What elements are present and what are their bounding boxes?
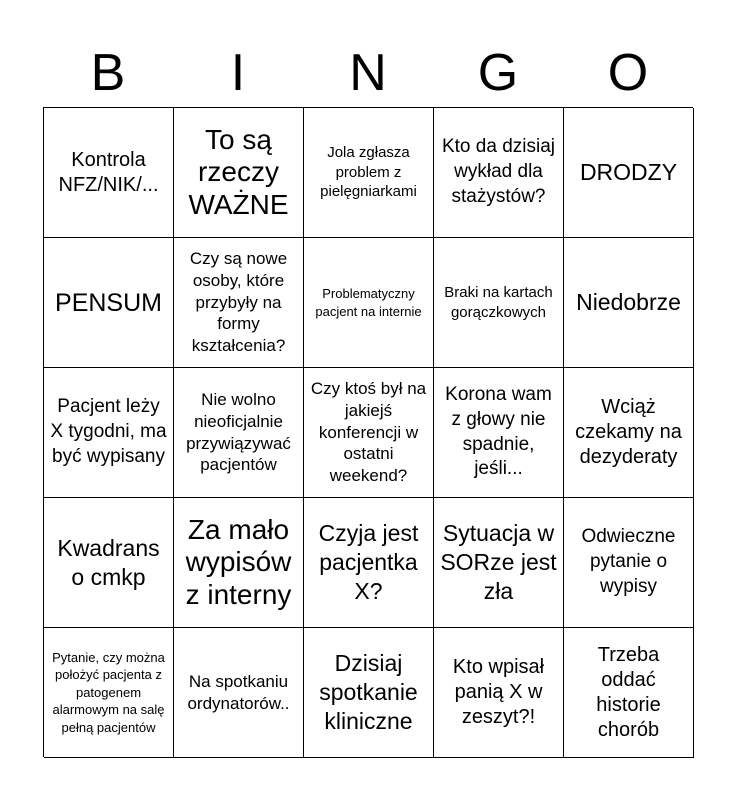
bingo-cell[interactable]: Kto wpisał panią X w zeszyt?!: [434, 628, 564, 758]
bingo-cell[interactable]: DRODZY: [564, 108, 694, 238]
bingo-cell[interactable]: Za mało wypisów z interny: [174, 498, 304, 628]
bingo-cell[interactable]: Nie wolno nieoficjalnie przywiązywać pacjentów: [174, 368, 304, 498]
bingo-cell[interactable]: Odwieczne pytanie o wypisy: [564, 498, 694, 628]
bingo-cell[interactable]: Kto da dzisiaj wykład dla stażystów?: [434, 108, 564, 238]
header-letter-n: N: [349, 44, 387, 102]
bingo-cell[interactable]: Czyja jest pacjentka X?: [304, 498, 434, 628]
bingo-cell[interactable]: Na spotkaniu ordynatorów..: [174, 628, 304, 758]
bingo-cell[interactable]: Sytuacja w SORze jest zła: [434, 498, 564, 628]
bingo-cell[interactable]: Kontrola NFZ/NIK/...: [44, 108, 174, 238]
bingo-cell[interactable]: Problematyczny pacjent na internie: [304, 238, 434, 368]
bingo-cell[interactable]: Braki na kartach gorączkowych: [434, 238, 564, 368]
header-letter-b: B: [90, 44, 126, 102]
header-letter-g: G: [477, 44, 519, 102]
bingo-cell[interactable]: Pacjent leży X tygodni, ma być wypisany: [44, 368, 174, 498]
header-letter-o: O: [607, 44, 649, 102]
bingo-cell[interactable]: PENSUM: [44, 238, 174, 368]
bingo-cell[interactable]: Pytanie, czy można położyć pacjenta z patogenem alarmowym na salę pełną pacjentów: [44, 628, 174, 758]
bingo-cell[interactable]: Jola zgłasza problem z pielęgniarkami: [304, 108, 434, 238]
bingo-cell[interactable]: Dzisiaj spotkanie kliniczne: [304, 628, 434, 758]
bingo-board: [43, 107, 693, 757]
bingo-cell[interactable]: Kwadrans o cmkp: [44, 498, 174, 628]
bingo-cell[interactable]: Wciąż czekamy na dezyderaty: [564, 368, 694, 498]
bingo-cell[interactable]: Czy są nowe osoby, które przybyły na formy kształcenia?: [174, 238, 304, 368]
bingo-cell[interactable]: Niedobrze: [564, 238, 694, 368]
bingo-cell[interactable]: Trzeba oddać historie chorób: [564, 628, 694, 758]
bingo-header: [43, 40, 693, 106]
bingo-cell[interactable]: Korona wam z głowy nie spadnie, jeśli...: [434, 368, 564, 498]
bingo-cell[interactable]: To są rzeczy WAŻNE: [174, 108, 304, 238]
header-letter-i: I: [230, 44, 246, 102]
bingo-cell[interactable]: Czy ktoś był na jakiejś konferencji w ostatni weekend?: [304, 368, 434, 498]
